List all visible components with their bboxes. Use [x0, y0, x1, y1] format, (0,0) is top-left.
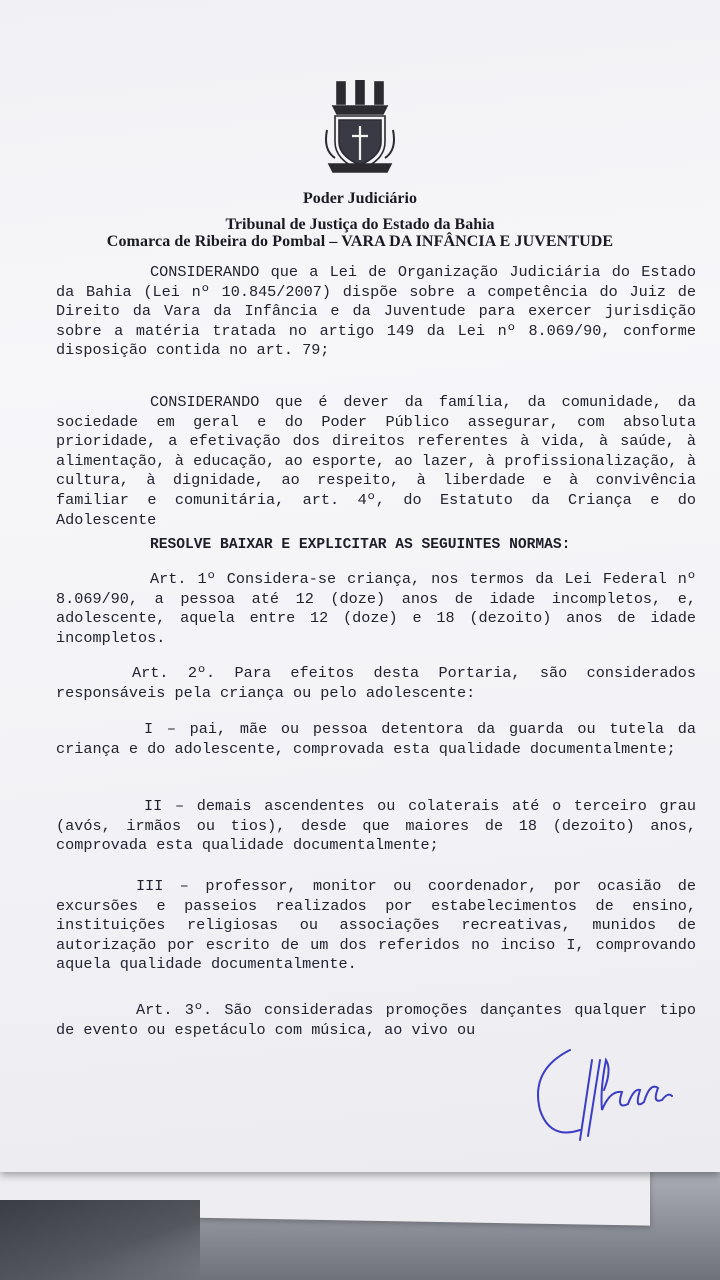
article-2: Art. 2º. Para efeitos desta Portaria, são considerados responsáveis pela criança ou pelo adolescente: [56, 664, 696, 702]
inciso-1: I – pai, mãe ou pessoa detentora da guarda ou tutela da criança e do adolescente, comprovada esta qualidade documentalmente; [56, 720, 696, 758]
header-line-3: Comarca de Ribeira do Pombal – VARA DA INFÂNCIA E JUVENTUDE [106, 233, 614, 250]
resolve-heading: RESOLVE BAIXAR E EXPLICITAR AS SEGUINTES NORMAS: [150, 537, 571, 553]
article-3: Art. 3º. São consideradas promoções dançantes qualquer tipo de evento ou espetáculo com música, ao vivo ou [56, 1001, 696, 1039]
inciso-2: II – demais ascendentes ou colaterais até o terceiro grau (avós, irmãos ou tios), desde que maiores de 18 (dezoito) anos, comprovada esta qualidade documentalmente; [56, 797, 696, 855]
paragraph-considerando-1: CONSIDERANDO que a Lei de Organização Judiciária do Estado da Bahia (Lei nº 10.845/2007) dispõe sobre a competência do Juiz de Direito da Vara da Infância e da Juventude para exercer jurisdição sobre a matéria tratada no artigo 149 da Lei nº 8.069/90, conforme disposição contida no art. 79; [56, 263, 696, 360]
header-line-2: Tribunal de Justiça do Estado da Bahia [225, 216, 495, 233]
paragraph-considerando-2: CONSIDERANDO que é dever da família, da comunidade, da sociedade em geral e do Poder Público assegurar, com absoluta prioridade, a efetivação dos direitos referentes à vida, à saúde, à alimentação, à educação, ao esporte, ao lazer, à profissionalização, à cultura, à dignidade, ao respeito, à liberdade e à convivência familiar e comunitária, art. 4º, do Estatuto da Criança e do Adolescente [56, 393, 696, 529]
shadow [0, 1200, 200, 1280]
signature [530, 1030, 700, 1150]
article-1: Art. 1º Considera-se criança, nos termos da Lei Federal nº 8.069/90, a pessoa até 12 (doze) anos de idade incompletos, e, adolescente, aquela entre 12 (doze) e 18 (dezoito) anos de idade incompletos. [56, 570, 696, 647]
inciso-3: III – professor, monitor ou coordenador, por ocasião de excursões e passeios realizados por estabelecimentos de ensino, instituições religiosas ou associações recreativas, munidos de autorização por escrito de um dos referidos no inciso I, comprovando aquela qualidade documentalmente. [56, 877, 696, 974]
coat-of-arms-icon [323, 80, 397, 176]
header-line-1: Poder Judiciário [303, 190, 417, 207]
